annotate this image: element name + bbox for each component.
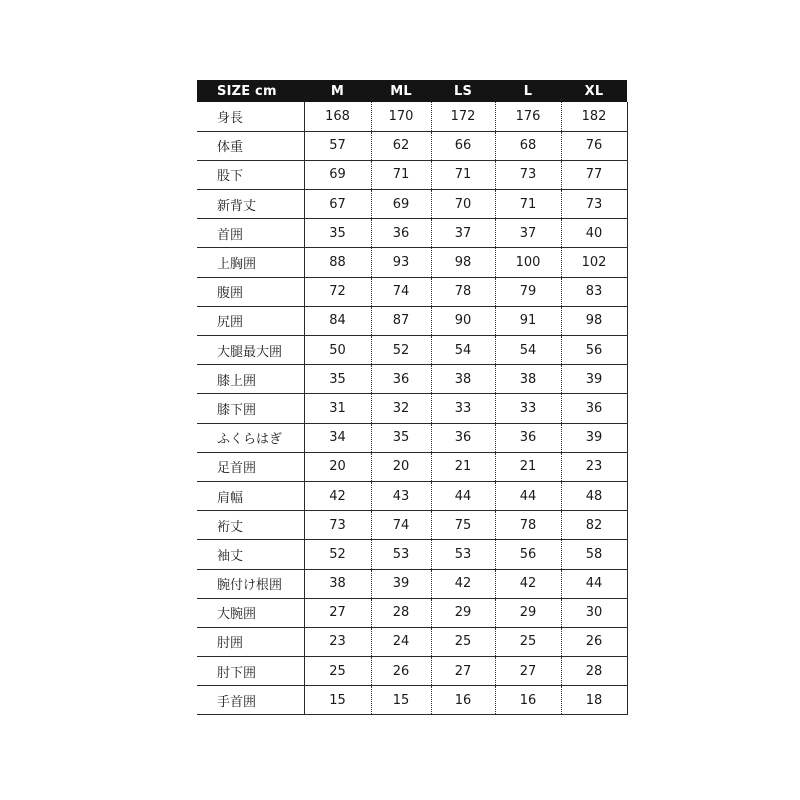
measurement-value: 39 bbox=[561, 423, 627, 452]
measurement-value: 36 bbox=[431, 423, 495, 452]
measurement-value: 32 bbox=[371, 394, 431, 423]
measurement-label: 腹囲 bbox=[197, 277, 304, 306]
measurement-value: 62 bbox=[371, 131, 431, 160]
measurement-value: 75 bbox=[431, 511, 495, 540]
measurement-value: 25 bbox=[304, 657, 371, 686]
measurement-value: 53 bbox=[371, 540, 431, 569]
measurement-value: 67 bbox=[304, 190, 371, 219]
measurement-value: 39 bbox=[561, 365, 627, 394]
measurement-value: 176 bbox=[495, 102, 561, 131]
measurement-value: 52 bbox=[371, 336, 431, 365]
measurement-value: 33 bbox=[431, 394, 495, 423]
measurement-label: 膝上囲 bbox=[197, 365, 304, 394]
measurement-value: 35 bbox=[304, 365, 371, 394]
measurement-value: 182 bbox=[561, 102, 627, 131]
measurement-value: 78 bbox=[495, 511, 561, 540]
measurement-value: 73 bbox=[304, 511, 371, 540]
measurement-value: 30 bbox=[561, 598, 627, 627]
measurement-value: 52 bbox=[304, 540, 371, 569]
measurement-value: 72 bbox=[304, 277, 371, 306]
measurement-value: 23 bbox=[304, 627, 371, 656]
measurement-value: 68 bbox=[495, 131, 561, 160]
measurement-value: 42 bbox=[304, 481, 371, 510]
table-row bbox=[197, 248, 627, 277]
measurement-value: 48 bbox=[561, 481, 627, 510]
measurement-value: 57 bbox=[304, 131, 371, 160]
table-row bbox=[197, 131, 627, 160]
measurement-label: 裄丈 bbox=[197, 511, 304, 540]
measurement-label: 体重 bbox=[197, 131, 304, 160]
table-row bbox=[197, 452, 627, 481]
table-row bbox=[197, 598, 627, 627]
measurement-value: 172 bbox=[431, 102, 495, 131]
measurement-label: 大腿最大囲 bbox=[197, 336, 304, 365]
table-row bbox=[197, 686, 627, 715]
measurement-label: 膝下囲 bbox=[197, 394, 304, 423]
measurement-value: 54 bbox=[431, 336, 495, 365]
measurement-value: 71 bbox=[371, 160, 431, 189]
measurement-value: 44 bbox=[495, 481, 561, 510]
measurement-value: 27 bbox=[431, 657, 495, 686]
measurement-value: 38 bbox=[431, 365, 495, 394]
measurement-value: 38 bbox=[304, 569, 371, 598]
measurement-label: 大腕囲 bbox=[197, 598, 304, 627]
table-row bbox=[197, 627, 627, 656]
measurement-value: 87 bbox=[371, 306, 431, 335]
measurement-value: 33 bbox=[495, 394, 561, 423]
measurement-value: 24 bbox=[371, 627, 431, 656]
measurement-label: 腕付け根囲 bbox=[197, 569, 304, 598]
table-row bbox=[197, 277, 627, 306]
table-row bbox=[197, 190, 627, 219]
measurement-value: 15 bbox=[371, 686, 431, 715]
measurement-value: 88 bbox=[304, 248, 371, 277]
table-row bbox=[197, 365, 627, 394]
measurement-value: 38 bbox=[495, 365, 561, 394]
measurement-label: 手首囲 bbox=[197, 686, 304, 715]
size-chart-table bbox=[197, 80, 628, 715]
measurement-value: 84 bbox=[304, 306, 371, 335]
measurement-value: 53 bbox=[431, 540, 495, 569]
measurement-value: 28 bbox=[371, 598, 431, 627]
measurement-value: 58 bbox=[561, 540, 627, 569]
measurement-value: 40 bbox=[561, 219, 627, 248]
measurement-value: 54 bbox=[495, 336, 561, 365]
measurement-label: 首囲 bbox=[197, 219, 304, 248]
measurement-label: 尻囲 bbox=[197, 306, 304, 335]
measurement-label: 足首囲 bbox=[197, 452, 304, 481]
measurement-value: 27 bbox=[304, 598, 371, 627]
measurement-value: 31 bbox=[304, 394, 371, 423]
table-row bbox=[197, 102, 627, 131]
measurement-value: 35 bbox=[304, 219, 371, 248]
measurement-value: 43 bbox=[371, 481, 431, 510]
measurement-label: 肘下囲 bbox=[197, 657, 304, 686]
measurement-value: 35 bbox=[371, 423, 431, 452]
measurement-value: 36 bbox=[371, 365, 431, 394]
table-row bbox=[197, 306, 627, 335]
measurement-value: 25 bbox=[431, 627, 495, 656]
table-row bbox=[197, 511, 627, 540]
measurement-value: 74 bbox=[371, 277, 431, 306]
measurement-value: 16 bbox=[431, 686, 495, 715]
measurement-value: 70 bbox=[431, 190, 495, 219]
measurement-value: 26 bbox=[561, 627, 627, 656]
measurement-value: 29 bbox=[431, 598, 495, 627]
table-row bbox=[197, 394, 627, 423]
measurement-value: 34 bbox=[304, 423, 371, 452]
header-size-unit: SIZE cm bbox=[197, 80, 304, 102]
measurement-value: 77 bbox=[561, 160, 627, 189]
measurement-value: 71 bbox=[495, 190, 561, 219]
measurement-value: 170 bbox=[371, 102, 431, 131]
measurement-value: 37 bbox=[431, 219, 495, 248]
measurement-value: 76 bbox=[561, 131, 627, 160]
measurement-value: 42 bbox=[495, 569, 561, 598]
measurement-label: ふくらはぎ bbox=[197, 423, 304, 452]
measurement-value: 56 bbox=[495, 540, 561, 569]
measurement-label: 股下 bbox=[197, 160, 304, 189]
measurement-value: 27 bbox=[495, 657, 561, 686]
measurement-value: 42 bbox=[431, 569, 495, 598]
measurement-value: 39 bbox=[371, 569, 431, 598]
table-row bbox=[197, 657, 627, 686]
measurement-value: 73 bbox=[561, 190, 627, 219]
size-chart-body bbox=[197, 102, 627, 715]
measurement-value: 44 bbox=[431, 481, 495, 510]
measurement-value: 66 bbox=[431, 131, 495, 160]
measurement-value: 36 bbox=[371, 219, 431, 248]
measurement-value: 26 bbox=[371, 657, 431, 686]
table-row bbox=[197, 423, 627, 452]
header-size-m: M bbox=[304, 80, 371, 102]
measurement-value: 83 bbox=[561, 277, 627, 306]
measurement-value: 15 bbox=[304, 686, 371, 715]
table-row bbox=[197, 569, 627, 598]
measurement-value: 23 bbox=[561, 452, 627, 481]
measurement-value: 21 bbox=[495, 452, 561, 481]
measurement-value: 90 bbox=[431, 306, 495, 335]
table-row bbox=[197, 219, 627, 248]
measurement-value: 168 bbox=[304, 102, 371, 131]
measurement-value: 82 bbox=[561, 511, 627, 540]
measurement-value: 100 bbox=[495, 248, 561, 277]
measurement-value: 37 bbox=[495, 219, 561, 248]
measurement-value: 25 bbox=[495, 627, 561, 656]
measurement-value: 50 bbox=[304, 336, 371, 365]
measurement-value: 21 bbox=[431, 452, 495, 481]
measurement-value: 74 bbox=[371, 511, 431, 540]
measurement-label: 肘囲 bbox=[197, 627, 304, 656]
measurement-value: 20 bbox=[304, 452, 371, 481]
measurement-value: 36 bbox=[561, 394, 627, 423]
measurement-value: 29 bbox=[495, 598, 561, 627]
header-size-l: L bbox=[495, 80, 561, 102]
measurement-value: 102 bbox=[561, 248, 627, 277]
measurement-value: 91 bbox=[495, 306, 561, 335]
measurement-value: 16 bbox=[495, 686, 561, 715]
measurement-value: 98 bbox=[431, 248, 495, 277]
header-size-ls: LS bbox=[431, 80, 495, 102]
measurement-value: 44 bbox=[561, 569, 627, 598]
table-row bbox=[197, 481, 627, 510]
measurement-label: 袖丈 bbox=[197, 540, 304, 569]
table-row bbox=[197, 160, 627, 189]
measurement-value: 18 bbox=[561, 686, 627, 715]
measurement-value: 28 bbox=[561, 657, 627, 686]
header-size-ml: ML bbox=[371, 80, 431, 102]
header-size-xl: XL bbox=[561, 80, 627, 102]
measurement-value: 79 bbox=[495, 277, 561, 306]
measurement-label: 新背丈 bbox=[197, 190, 304, 219]
measurement-value: 93 bbox=[371, 248, 431, 277]
measurement-label: 上胸囲 bbox=[197, 248, 304, 277]
measurement-value: 56 bbox=[561, 336, 627, 365]
measurement-value: 78 bbox=[431, 277, 495, 306]
measurement-value: 71 bbox=[431, 160, 495, 189]
measurement-value: 98 bbox=[561, 306, 627, 335]
table-row bbox=[197, 540, 627, 569]
measurement-value: 69 bbox=[304, 160, 371, 189]
header-row bbox=[197, 80, 627, 102]
measurement-label: 身長 bbox=[197, 102, 304, 131]
measurement-value: 69 bbox=[371, 190, 431, 219]
table-row bbox=[197, 336, 627, 365]
size-chart-header bbox=[197, 80, 627, 102]
measurement-value: 73 bbox=[495, 160, 561, 189]
measurement-value: 36 bbox=[495, 423, 561, 452]
measurement-label: 肩幅 bbox=[197, 481, 304, 510]
measurement-value: 20 bbox=[371, 452, 431, 481]
